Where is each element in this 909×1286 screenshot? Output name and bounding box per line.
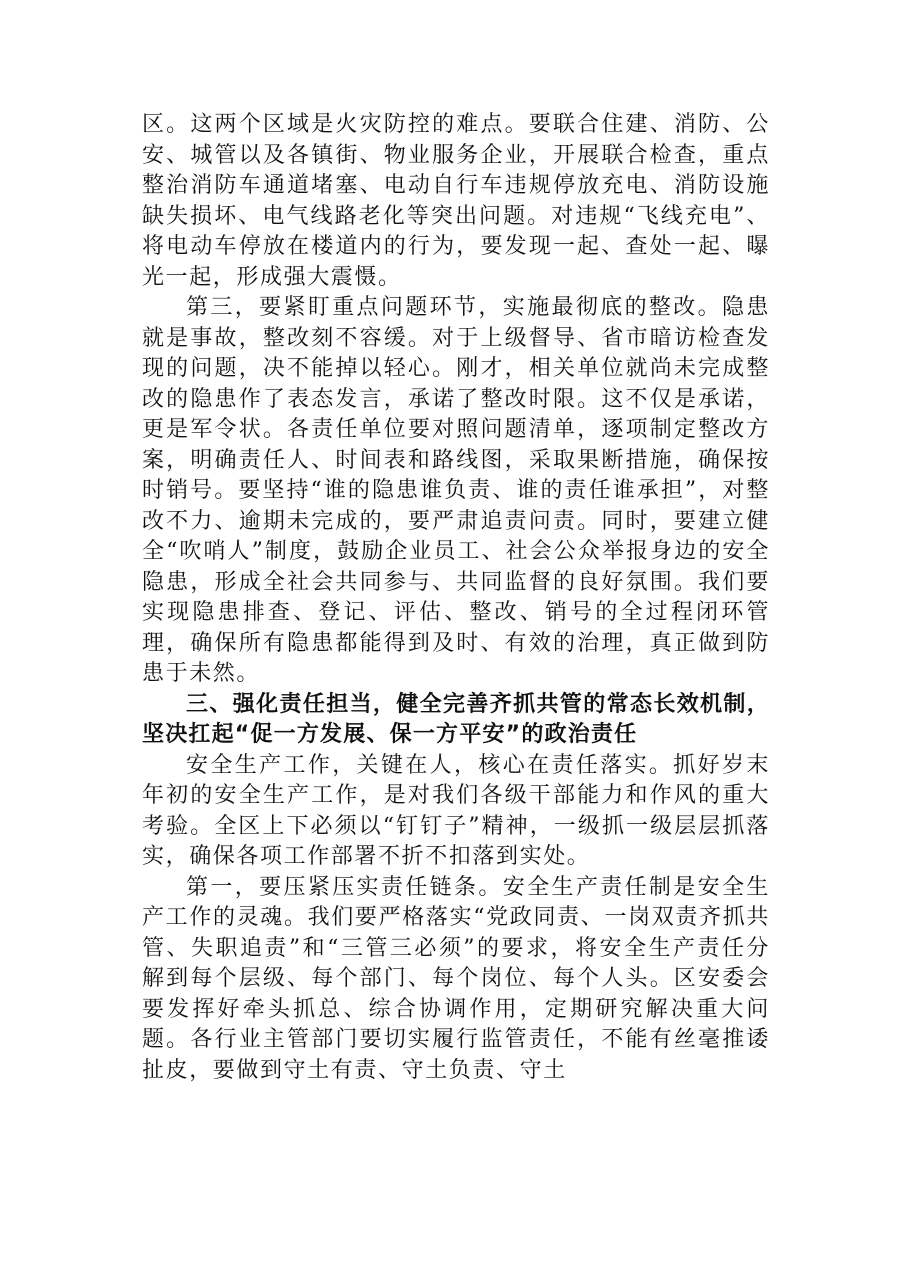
paragraph-third-point: 第三，要紧盯重点问题环节，实施最彻底的整改。隐患就是事故，整改刻不容缓。对于上级督导、省市暗访检查发现的问题，决不能掉以轻心。刚才，相关单位就尚未完成整改的隐患作了表态发言，承诺了整改时限。这不仅是承诺，更是军令状。各责任单位要对照问题清单，逐项制定整改方案，明确责任人、时间表和路线图，采取果断措施，确保按时销号。要坚持“谁的隐患谁负责、谁的责任谁承担”，对整改不力、逾期未完成的，要严肃追责问责。同时，要建立健全“吹哨人”制度，鼓励企业员工、社会公众举报身边的安全隐患，形成全社会共同参与、共同监督的良好氛围。我们要实现隐患排查、登记、评估、整改、销号的全过程闭环管理，确保所有隐患都能得到及时、有效的治理，真正做到防患于未然。 <box>142 295 770 686</box>
paragraph-continued: 区。这两个区域是火灾防控的难点。要联合住建、消防、公安、城管以及各镇街、物业服务企业，开展联合检查，重点整治消防车通道堵塞、电动自行车违规停放充电、消防设施缺失损坏、电气线路老化等突出问题。对违规“飞线充电”、将电动车停放在楼道内的行为，要发现一起、查处一起、曝光一起，形成强大震慑。 <box>142 112 770 290</box>
paragraph-section-intro: 安全生产工作，关键在人，核心在责任落实。抓好岁末年初的安全生产工作，是对我们各级干部能力和作风的重大考验。全区上下必须以“钉钉子”精神，一级抓一级层层抓落实，确保各项工作部署不折不扣落到实处。 <box>142 752 770 869</box>
section-heading-three: 三、强化责任担当，健全完善齐抓共管的常态长效机制，坚决扛起“促一方发展、保一方平安”的政治责任 <box>142 691 770 747</box>
document-page <box>142 110 770 1086</box>
paragraph-first-point: 第一，要压紧压实责任链条。安全生产责任制是安全生产工作的灵魂。我们要严格落实“党政同责、一岗双责齐抓共管、失职追责”和“三管三必须”的要求，将安全生产责任分解到每个层级、每个部门、每个岗位、每个人头。区安委会要发挥好牵头抓总、综合协调作用，定期研究解决重大问题。各行业主管部门要切实履行监管责任，不能有丝毫推诿扯皮，要做到守土有责、守土负责、守土 <box>142 874 770 1083</box>
